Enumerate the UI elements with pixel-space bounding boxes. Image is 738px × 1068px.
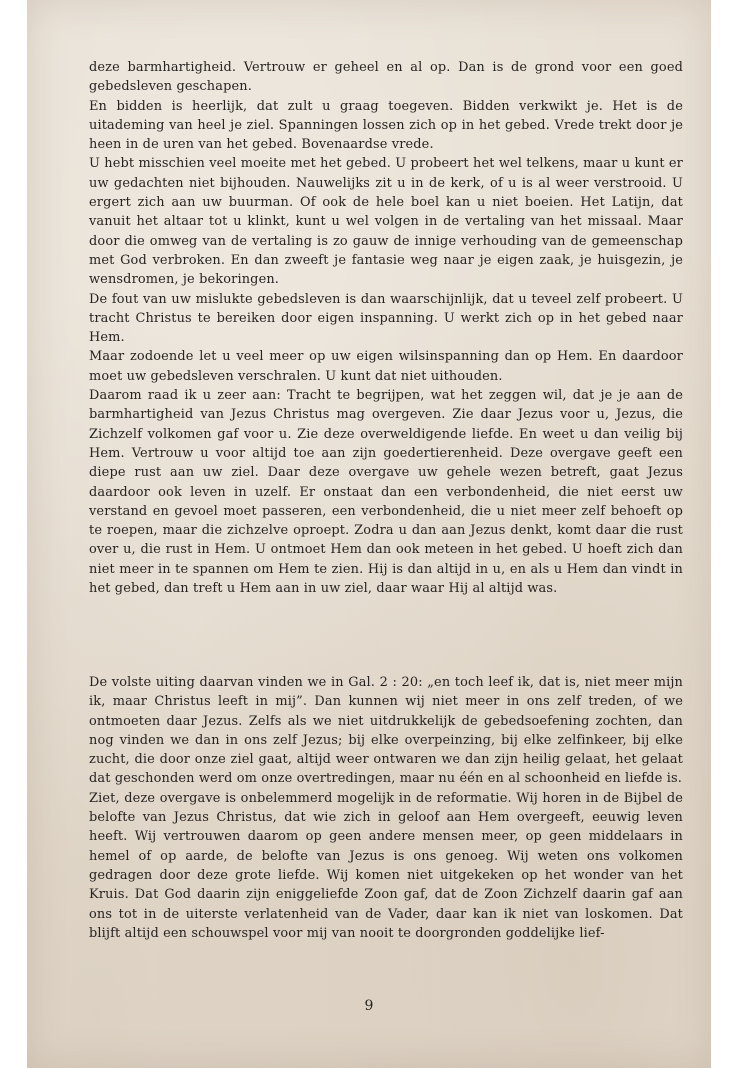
paragraph: De fout van uw mislukte gebedsleven is dan waarschijnlijk, dat u teveel zelf probeert. U tracht Christus te bereiken door eigen inspanning. U werkt zich op in het gebed naar Hem. bbox=[89, 291, 683, 346]
paragraph: Daarom raad ik u zeer aan: Tracht te begrijpen, wat het zeggen wil, dat je je aan de barmhartigheid van Jezus Christus mag overgeven. Zie daar Jezus voor u, Jezus, die Zichzelf volkomen gaf voor u. Zie deze overweldigende liefde. En weet u dan veilig bij Hem. Vertrouw u voor altijd toe aan zijn goedertierenheid. Deze overgave geeft een diepe rust aan uw ziel. Daar deze overgave uw gehele wezen betreft, gaat Jezus daardoor ook leven in uzelf. Er onstaat dan een verbondenheid, die niet eerst uw verstand en gevoel moet passeren, een verbondenheid, die u niet meer zelf behoeft op te roepen, maar die zichzelve oproept. Zodra u dan aan Jezus denkt, komt daar die rust over u, die rust in Hem. U ontmoet Hem dan ook meteen in het gebed. U hoeft zich dan niet meer in te spannen om Hem te zien. Hij is dan altijd in u, en als u Hem dan vindt in het gebed, dan treft u Hem aan in uw ziel, daar waar Hij al altijd was. bbox=[89, 388, 683, 597]
text-section-1 bbox=[89, 58, 683, 598]
paragraph: U hebt misschien veel moeite met het gebed. U probeert het wel telkens, maar u kunt er uw gedachten niet bijhouden. Nauwelijks zit u in de kerk, of u is al weer verstrooid. U ergert zich aan uw buurman. Of ook de hele boel kan u niet boeien. Het Latijn, dat vanuit het altaar tot u klinkt, kunt u wel volgen in de vertaling van het missaal. Maar door die omweg van de vertaling is zo gauw de innige verhouding van de gemeenschap met God verbroken. En dan zweeft je fantasie weg naar je eigen zaak, je huisgezin, je wensdromen, je bekoringen. bbox=[89, 156, 683, 288]
paragraph: Maar zodoende let u veel meer op uw eigen wilsinspanning dan op Hem. En daardoor moet uw gebedsleven verschralen. U kunt dat niet uithouden. bbox=[89, 349, 683, 384]
book-page bbox=[27, 0, 711, 1068]
paragraph: En bidden is heerlijk, dat zult u graag toegeven. Bidden verkwikt je. Het is de uitademing van heel je ziel. Spanningen lossen zich op in het gebed. Vrede trekt door je heen in de uren van het gebed. Bovenaardse vrede. bbox=[89, 98, 683, 153]
text-section-2 bbox=[89, 673, 683, 943]
paragraph: De volste uiting daarvan vinden we in Gal. 2 : 20: „en toch leef ik, dat is, niet meer mijn ik, maar Christus leeft in mij”. Dan kunnen wij niet meer in ons zelf treden, of we ontmoeten daar Jezus. Zelfs als we niet uitdrukkelijk de gebedsoefening zochten, dan nog vinden we dan in ons zelf Jezus; bij elke overpeinzing, bij elke zelfinkeer, bij elke zucht, die door onze ziel gaat, altijd weer ontwaren we dan zijn heilig gelaat, het gelaat dat geschonden werd om onze overtredingen, maar nu één en al schoonheid en liefde is. bbox=[89, 675, 683, 787]
paragraph: Ziet, deze overgave is onbelemmerd mogelijk in de reformatie. Wij horen in de Bijbel de belofte van Jezus Christus, dat wie zich in geloof aan Hem overgeeft, eeuwig leven heeft. Wij vertrouwen daarom op geen andere mensen meer, op geen middelaars in hemel of op aarde, de belofte van Jezus is ons genoeg. Wij weten ons volkomen gedragen door deze grote liefde. Wij komen niet uitgekeken op het wonder van het Kruis. Dat God daarin zijn eniggeliefde Zoon gaf, dat de Zoon Zichzelf daarin gaf aan ons tot in de uiterste verlatenheid van de Vader, daar kan ik niet van loskomen. Dat blijft altijd een schouwspel voor mij van nooit te doorgronden goddelijke lief- bbox=[89, 790, 683, 941]
page-number: 9 bbox=[364, 998, 374, 1014]
paragraph: deze barmhartigheid. Vertrouw er geheel en al op. Dan is de grond voor een goed gebedsleven geschapen. bbox=[89, 60, 683, 95]
